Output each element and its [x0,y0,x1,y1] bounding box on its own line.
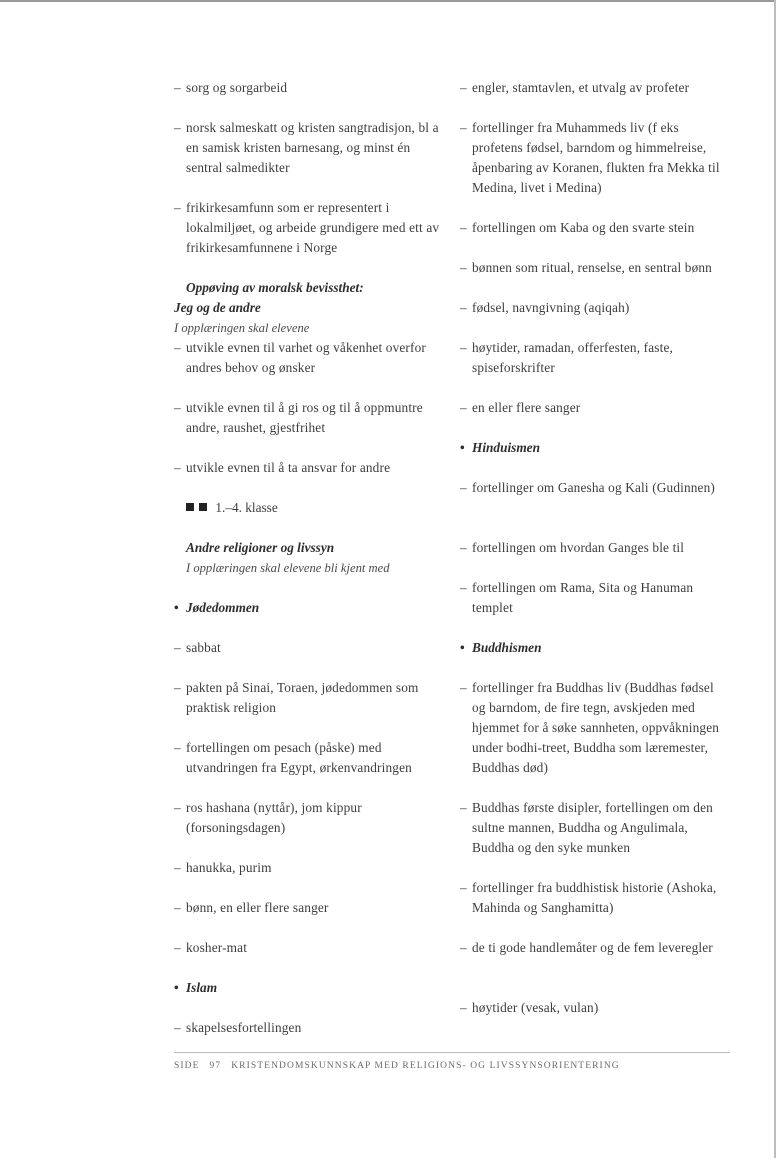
list-item: – fødsel, navngivning (aqiqah) [460,300,630,315]
square-bullet-icon [186,503,194,511]
list-item: – sorg og sorgarbeid [174,80,288,95]
section-heading: Jeg og de andre [174,300,261,315]
list-item: – høytider (vesak, vulan) [460,1000,599,1015]
footer-divider [174,1052,730,1053]
bullet-icon: • [460,440,465,455]
list-item: – en eller flere sanger [460,400,581,415]
section-heading: Oppøving av moralsk bevissthet: [186,280,364,295]
religion-heading: • Jødedommen [174,598,444,618]
page-footer [174,1061,620,1071]
list-item: – kosher-mat [174,940,248,955]
list-item: – frikirkesamfunn som er representert i lokalmiljøet, og arbeide grundigere med ett av frikirkesamfunnene i Norge [174,200,440,255]
list-item: – utvikle evnen til å ta ansvar for andre [174,460,391,475]
top-border [0,0,776,2]
list-item: – fortellingen om pesach (påske) med utvandringen fra Egypt, ørkenvandringen [174,740,412,775]
footer-title: KRISTENDOMSKUNNSKAP MED RELIGIONS- OG LIVSSYNSORIENTERING [231,1061,620,1071]
list-item: – utvikle evnen til varhet og våkenhet overfor andres behov og ønsker [174,340,426,375]
list-item: – engler, stamtavlen, et utvalg av profeter [460,80,690,95]
list-item: – fortellingen om Rama, Sita og Hanuman templet [460,580,694,615]
religion-heading: • Buddhismen [460,638,730,658]
list-item: – utvikle evnen til å gi ros og til å oppmuntre andre, raushet, gjestfrihet [174,400,423,435]
list-item: – fortellinger om Ganesha og Kali (Gudinnen) [460,480,715,495]
bullet-icon: • [174,980,179,995]
bullet-icon: • [460,640,465,655]
list-item: – ros hashana (nyttår), jom kippur (forsoningsdagen) [174,800,362,835]
list-item: – de ti gode handlemåter og de fem leveregler [460,940,713,955]
list-item: – skapelsesfortellingen [174,1020,302,1035]
section-subheading: I opplæringen skal elevene [174,321,310,335]
section-heading: Andre religioner og livssyn [186,540,335,555]
list-item: – bønnen som ritual, renselse, en sentral bønn [460,260,712,275]
list-item: – fortellingen om hvordan Ganges ble til [460,540,685,555]
grade-level-heading: 1.–4. klasse [186,498,278,518]
list-item: – fortellinger fra Muhammeds liv (f eks profetens fødsel, barndom og himmelreise, åpenbaring av Koranen, flukten fra Mekka til Medina, livet i Medina) [460,120,720,195]
list-item: – norsk salmeskatt og kristen sangtradisjon, bl a en samisk kristen barnesang, og minst én sentral salmedikter [174,120,439,175]
page-number: 97 [209,1061,222,1071]
religion-heading: • Hinduismen [460,438,730,458]
list-item: – bønn, en eller flere sanger [174,900,329,915]
footer-side-label: SIDE [174,1061,200,1071]
list-item: – Buddhas første disipler, fortellingen om den sultne mannen, Buddha og Angulimala, Buddha og den syke munken [460,800,713,855]
list-item: – fortellinger fra Buddhas liv (Buddhas fødsel og barndom, de fire tegn, avskjeden med hjemmet for å søke sannheten, oppvåkningen under bodhi-treet, Buddha som læremester, Buddhas død) [460,680,720,775]
list-item: – pakten på Sinai, Toraen, jødedommen som praktisk religion [174,680,419,715]
square-bullet-icon [199,503,207,511]
list-item: – høytider, ramadan, offerfesten, faste, spiseforskrifter [460,340,673,375]
list-item: – fortellingen om Kaba og den svarte stein [460,220,695,235]
section-subheading: I opplæringen skal elevene bli kjent med [186,561,390,575]
bullet-icon: • [174,600,179,615]
list-item: – hanukka, purim [174,860,272,875]
religion-heading: • Islam [174,978,444,998]
list-item: – sabbat [174,640,221,655]
list-item: – fortellinger fra buddhistisk historie (Ashoka, Mahinda og Sanghamitta) [460,880,717,915]
